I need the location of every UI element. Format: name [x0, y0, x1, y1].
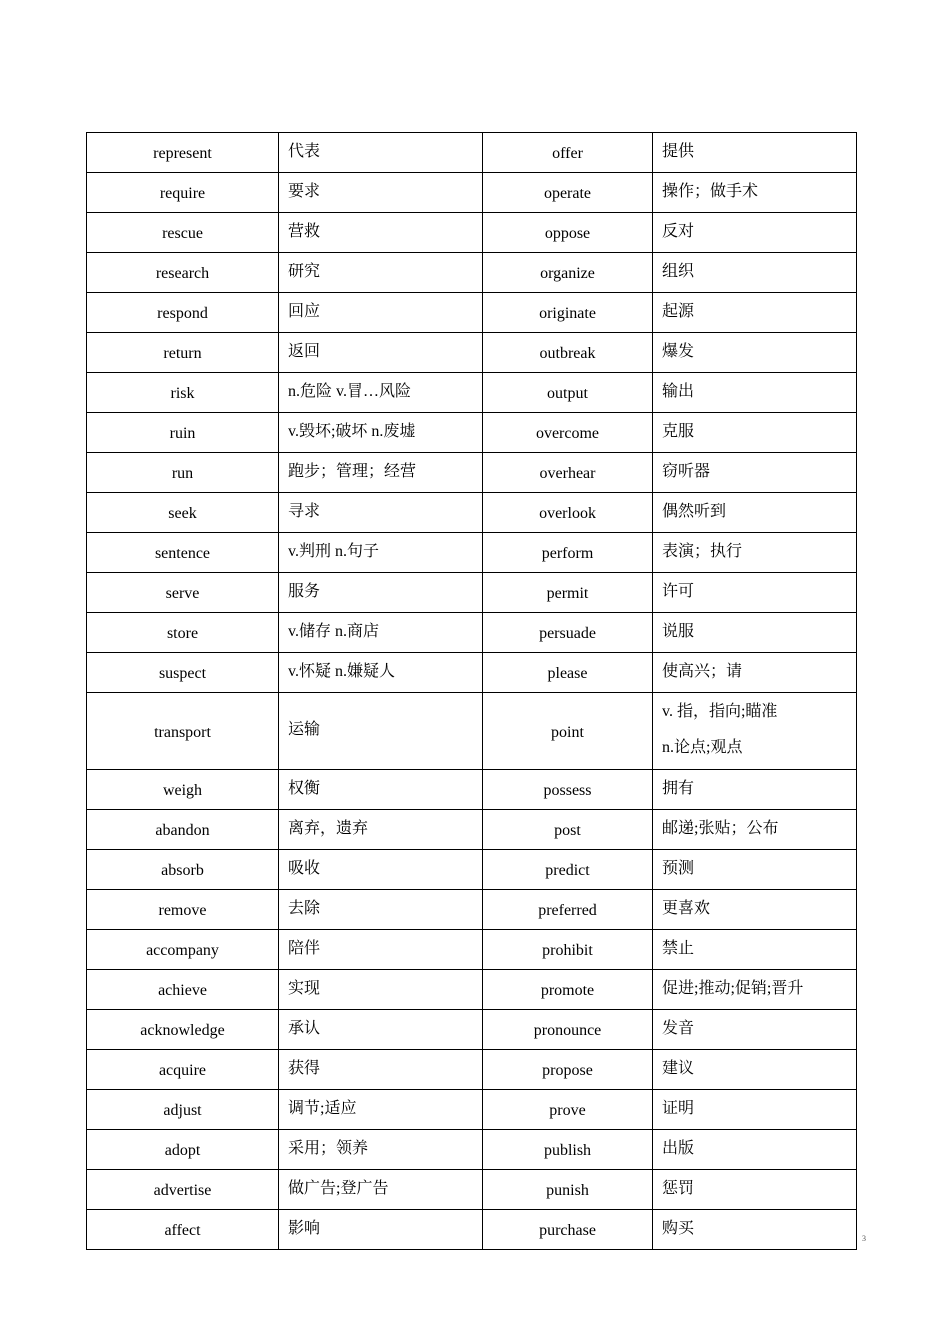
chinese-meaning: 寻求: [279, 493, 483, 533]
chinese-meaning: 提供: [653, 133, 857, 173]
english-word: serve: [87, 573, 279, 613]
english-word: absorb: [87, 850, 279, 890]
chinese-meaning: 更喜欢: [653, 890, 857, 930]
chinese-meaning: 预测: [653, 850, 857, 890]
table-row: [87, 613, 857, 653]
english-word: post: [483, 810, 653, 850]
english-word: affect: [87, 1210, 279, 1250]
english-word: output: [483, 373, 653, 413]
table-row: [87, 253, 857, 293]
chinese-meaning: v.储存 n.商店: [279, 613, 483, 653]
english-word: run: [87, 453, 279, 493]
chinese-meaning: 窃听器: [653, 453, 857, 493]
english-word: pronounce: [483, 1010, 653, 1050]
chinese-meaning: 要求: [279, 173, 483, 213]
table-row: [87, 1050, 857, 1090]
english-word: promote: [483, 970, 653, 1010]
english-word: achieve: [87, 970, 279, 1010]
english-word: acknowledge: [87, 1010, 279, 1050]
english-word: require: [87, 173, 279, 213]
english-word: punish: [483, 1170, 653, 1210]
table-row: [87, 493, 857, 533]
table-row: [87, 1210, 857, 1250]
chinese-meaning: 使高兴；请: [653, 653, 857, 693]
english-word: overcome: [483, 413, 653, 453]
table-row: [87, 970, 857, 1010]
vocabulary-table: [86, 132, 857, 1250]
english-word: return: [87, 333, 279, 373]
table-row: [87, 890, 857, 930]
chinese-meaning-line: v. 指，指向;瞄准: [662, 703, 778, 720]
english-word: respond: [87, 293, 279, 333]
chinese-meaning: 操作；做手术: [653, 173, 857, 213]
chinese-meaning: 购买: [653, 1210, 857, 1250]
table-row: [87, 373, 857, 413]
chinese-meaning: 服务: [279, 573, 483, 613]
chinese-meaning: 离弃，遗弃: [279, 810, 483, 850]
english-word: offer: [483, 133, 653, 173]
table-row: [87, 453, 857, 493]
chinese-meaning: [653, 693, 857, 770]
chinese-meaning: 陪伴: [279, 930, 483, 970]
english-word: operate: [483, 173, 653, 213]
english-word: weigh: [87, 770, 279, 810]
chinese-meaning: 采用；领养: [279, 1130, 483, 1170]
chinese-meaning: 影响: [279, 1210, 483, 1250]
english-word: point: [483, 693, 653, 770]
english-word: purchase: [483, 1210, 653, 1250]
chinese-meaning: 代表: [279, 133, 483, 173]
table-row: [87, 213, 857, 253]
table-row: [87, 413, 857, 453]
chinese-meaning: v.判刑 n.句子: [279, 533, 483, 573]
table-row: [87, 533, 857, 573]
english-word: adopt: [87, 1130, 279, 1170]
chinese-meaning: 输出: [653, 373, 857, 413]
chinese-meaning: 促进;推动;促销;晋升: [653, 970, 857, 1010]
table-row: [87, 693, 857, 770]
english-word: overhear: [483, 453, 653, 493]
chinese-meaning: v.怀疑 n.嫌疑人: [279, 653, 483, 693]
table-row: [87, 850, 857, 890]
table-row: [87, 930, 857, 970]
chinese-meaning: 跑步；管理；经营: [279, 453, 483, 493]
table-row: [87, 1010, 857, 1050]
english-word: accompany: [87, 930, 279, 970]
english-word: advertise: [87, 1170, 279, 1210]
table-row: [87, 770, 857, 810]
english-word: seek: [87, 493, 279, 533]
chinese-meaning: 做广告;登广告: [279, 1170, 483, 1210]
table-row: [87, 573, 857, 613]
table-row: [87, 333, 857, 373]
chinese-meaning: 说服: [653, 613, 857, 653]
chinese-meaning: 发音: [653, 1010, 857, 1050]
english-word: perform: [483, 533, 653, 573]
chinese-meaning: 禁止: [653, 930, 857, 970]
english-word: prove: [483, 1090, 653, 1130]
english-word: prohibit: [483, 930, 653, 970]
chinese-meaning: 组织: [653, 253, 857, 293]
chinese-meaning: 营救: [279, 213, 483, 253]
vocabulary-table-body: [87, 133, 857, 1250]
chinese-meaning: v.毁坏;破坏 n.废墟: [279, 413, 483, 453]
chinese-meaning: 运输: [279, 693, 483, 770]
english-word: sentence: [87, 533, 279, 573]
chinese-meaning: 承认: [279, 1010, 483, 1050]
english-word: preferred: [483, 890, 653, 930]
english-word: abandon: [87, 810, 279, 850]
english-word: rescue: [87, 213, 279, 253]
table-row: [87, 293, 857, 333]
english-word: overlook: [483, 493, 653, 533]
table-row: [87, 133, 857, 173]
english-word: represent: [87, 133, 279, 173]
chinese-meaning: 邮递;张贴；公布: [653, 810, 857, 850]
chinese-meaning: 起源: [653, 293, 857, 333]
table-row: [87, 1090, 857, 1130]
chinese-meaning: 建议: [653, 1050, 857, 1090]
page-number: 3: [862, 1234, 866, 1243]
chinese-meaning: n.危险 v.冒…风险: [279, 373, 483, 413]
chinese-meaning: 爆发: [653, 333, 857, 373]
chinese-meaning: 调节;适应: [279, 1090, 483, 1130]
table-row: [87, 1130, 857, 1170]
table-row: [87, 1170, 857, 1210]
english-word: suspect: [87, 653, 279, 693]
chinese-meaning: 惩罚: [653, 1170, 857, 1210]
english-word: outbreak: [483, 333, 653, 373]
chinese-meaning: 研究: [279, 253, 483, 293]
chinese-meaning: 获得: [279, 1050, 483, 1090]
chinese-meaning-line: n.论点;观点: [662, 739, 743, 756]
table-row: [87, 653, 857, 693]
chinese-meaning: 出版: [653, 1130, 857, 1170]
english-word: possess: [483, 770, 653, 810]
english-word: originate: [483, 293, 653, 333]
chinese-meaning: 实现: [279, 970, 483, 1010]
chinese-meaning: 反对: [653, 213, 857, 253]
english-word: persuade: [483, 613, 653, 653]
english-word: organize: [483, 253, 653, 293]
chinese-meaning: 返回: [279, 333, 483, 373]
chinese-meaning: 克服: [653, 413, 857, 453]
english-word: oppose: [483, 213, 653, 253]
chinese-meaning: 拥有: [653, 770, 857, 810]
chinese-meaning: 回应: [279, 293, 483, 333]
chinese-meaning: 去除: [279, 890, 483, 930]
chinese-meaning: 许可: [653, 573, 857, 613]
table-row: [87, 810, 857, 850]
english-word: ruin: [87, 413, 279, 453]
english-word: please: [483, 653, 653, 693]
english-word: research: [87, 253, 279, 293]
chinese-meaning: 吸收: [279, 850, 483, 890]
table-row: [87, 173, 857, 213]
chinese-meaning: 偶然听到: [653, 493, 857, 533]
english-word: propose: [483, 1050, 653, 1090]
english-word: adjust: [87, 1090, 279, 1130]
english-word: store: [87, 613, 279, 653]
english-word: acquire: [87, 1050, 279, 1090]
english-word: risk: [87, 373, 279, 413]
chinese-meaning: 权衡: [279, 770, 483, 810]
english-word: transport: [87, 693, 279, 770]
english-word: remove: [87, 890, 279, 930]
english-word: permit: [483, 573, 653, 613]
english-word: predict: [483, 850, 653, 890]
chinese-meaning: 证明: [653, 1090, 857, 1130]
chinese-meaning: 表演；执行: [653, 533, 857, 573]
english-word: publish: [483, 1130, 653, 1170]
